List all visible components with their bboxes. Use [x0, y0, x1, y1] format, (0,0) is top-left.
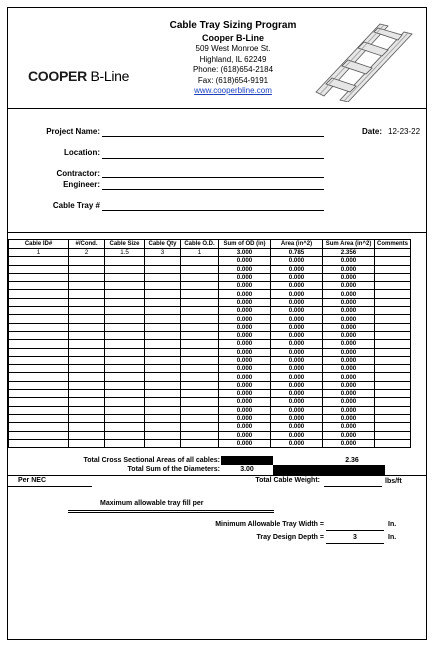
- table-cell[interactable]: [375, 307, 411, 315]
- company-info: [148, 20, 318, 97]
- table-cell: 0.000: [219, 439, 271, 447]
- table-cell[interactable]: [181, 331, 219, 339]
- total-area-value: 2.36: [345, 457, 359, 464]
- table-cell[interactable]: [375, 373, 411, 381]
- table-cell: 0.000: [323, 398, 375, 406]
- table-cell[interactable]: [145, 331, 181, 339]
- table-cell[interactable]: [105, 390, 145, 398]
- table-cell[interactable]: [181, 298, 219, 306]
- table-cell: 0.000: [323, 431, 375, 439]
- table-cell[interactable]: [105, 356, 145, 364]
- project-info: [8, 108, 426, 233]
- table-cell: 0.000: [271, 298, 323, 306]
- table-cell[interactable]: [375, 323, 411, 331]
- col-header-cable-qty: Cable Qty: [145, 240, 181, 249]
- table-row: [9, 265, 411, 273]
- table-row: [9, 423, 411, 431]
- table-cell: 0.000: [219, 356, 271, 364]
- table-cell[interactable]: [9, 423, 69, 431]
- engineer-field[interactable]: [102, 189, 324, 190]
- table-cell[interactable]: [145, 282, 181, 290]
- table-header-row: [9, 240, 411, 249]
- col-header-sum-area: Sum Area (in^2): [323, 240, 375, 249]
- table-cell[interactable]: [69, 406, 105, 414]
- total-weight-field[interactable]: [324, 486, 382, 487]
- address-line-1: 509 West Monroe St.: [195, 44, 271, 53]
- table-cell[interactable]: [69, 381, 105, 389]
- table-row: [9, 282, 411, 290]
- total-diameters-label: Total Sum of the Diameters:: [127, 466, 220, 473]
- black-cell: [221, 456, 273, 465]
- table-cell[interactable]: [69, 331, 105, 339]
- table-cell: 0.000: [271, 356, 323, 364]
- table-cell: 0.000: [271, 423, 323, 431]
- table-cell: 0.000: [271, 390, 323, 398]
- table-row: [9, 315, 411, 323]
- table-cell: 0.000: [323, 414, 375, 422]
- table-cell: 0.000: [271, 315, 323, 323]
- table-cell: 0.000: [323, 373, 375, 381]
- table-cell[interactable]: [375, 331, 411, 339]
- table-cell: 0.000: [323, 331, 375, 339]
- cable-tray-label: Cable Tray #: [52, 201, 100, 210]
- table-row: [9, 340, 411, 348]
- website-link[interactable]: www.cooperbline.com: [194, 86, 272, 95]
- table-cell[interactable]: [105, 431, 145, 439]
- table-cell[interactable]: [105, 398, 145, 406]
- table-cell[interactable]: [375, 348, 411, 356]
- table-cell[interactable]: [105, 414, 145, 422]
- table-cell[interactable]: [69, 265, 105, 273]
- table-cell[interactable]: [145, 373, 181, 381]
- table-cell[interactable]: [9, 431, 69, 439]
- table-cell[interactable]: [105, 365, 145, 373]
- table-cell[interactable]: [9, 406, 69, 414]
- depth-unit: In.: [388, 534, 397, 541]
- table-cell: 0.000: [323, 406, 375, 414]
- table-row: [9, 290, 411, 298]
- table-cell[interactable]: [9, 398, 69, 406]
- table-cell: 0.000: [219, 290, 271, 298]
- table-row: [9, 390, 411, 398]
- table-cell[interactable]: [181, 373, 219, 381]
- table-cell[interactable]: [9, 439, 69, 447]
- table-cell[interactable]: [69, 348, 105, 356]
- table-cell[interactable]: [181, 431, 219, 439]
- table-cell[interactable]: [375, 381, 411, 389]
- col-header-area: Area (in^2): [271, 240, 323, 249]
- table-row: [9, 257, 411, 265]
- table-cell[interactable]: [375, 290, 411, 298]
- table-cell: 0.000: [219, 365, 271, 373]
- table-cell[interactable]: 1: [9, 249, 69, 257]
- table-cell[interactable]: [9, 315, 69, 323]
- table-cell[interactable]: [145, 365, 181, 373]
- table-cell: 0.000: [323, 356, 375, 364]
- table-cell[interactable]: [375, 406, 411, 414]
- table-cell[interactable]: [105, 315, 145, 323]
- table-cell[interactable]: [145, 290, 181, 298]
- table-cell: 0.000: [219, 307, 271, 315]
- table-cell[interactable]: [181, 340, 219, 348]
- table-cell[interactable]: [375, 257, 411, 265]
- table-cell[interactable]: [9, 381, 69, 389]
- table-cell: 2.356: [323, 249, 375, 257]
- table-cell[interactable]: [145, 439, 181, 447]
- table-cell[interactable]: [105, 257, 145, 265]
- table-row: [9, 381, 411, 389]
- table-cell: 3.000: [219, 249, 271, 257]
- table-cell[interactable]: [375, 340, 411, 348]
- table-cell: 0.000: [219, 414, 271, 422]
- table-row: [9, 365, 411, 373]
- table-cell[interactable]: [145, 398, 181, 406]
- table-cell[interactable]: [145, 348, 181, 356]
- table-cell: 0.000: [271, 414, 323, 422]
- table-cell[interactable]: [181, 356, 219, 364]
- table-cell[interactable]: [69, 315, 105, 323]
- cable-tray-ladder-icon: [308, 18, 418, 102]
- table-cell: 0.000: [271, 273, 323, 281]
- table-cell: 0.000: [219, 406, 271, 414]
- engineer-label: Engineer:: [63, 180, 100, 189]
- table-cell: 0.000: [323, 323, 375, 331]
- col-header-comments: Comments: [375, 240, 411, 249]
- table-cell[interactable]: [145, 307, 181, 315]
- table-cell[interactable]: [181, 423, 219, 431]
- col-header-cable-size: Cable Size: [105, 240, 145, 249]
- min-width-field[interactable]: [326, 530, 384, 531]
- table-cell[interactable]: [181, 365, 219, 373]
- table-cell: 0.000: [219, 273, 271, 281]
- table-cell[interactable]: [9, 414, 69, 422]
- table-cell[interactable]: [181, 315, 219, 323]
- weight-unit: lbs/ft: [385, 478, 402, 485]
- table-cell[interactable]: [181, 414, 219, 422]
- table-cell[interactable]: [145, 315, 181, 323]
- worksheet: [7, 7, 427, 640]
- table-cell: 0.000: [271, 307, 323, 315]
- table-cell[interactable]: 1: [181, 249, 219, 257]
- cable-table: [8, 239, 411, 448]
- date-value[interactable]: 12-23-22: [388, 127, 421, 136]
- table-cell[interactable]: [375, 273, 411, 281]
- table-row: [9, 373, 411, 381]
- table-cell: 0.000: [271, 406, 323, 414]
- table-cell[interactable]: [181, 398, 219, 406]
- table-cell[interactable]: 3: [145, 249, 181, 257]
- table-cell[interactable]: [9, 340, 69, 348]
- table-cell: 0.000: [219, 315, 271, 323]
- table-cell[interactable]: [105, 298, 145, 306]
- total-area-label: Total Cross Sectional Areas of all cables:: [83, 457, 220, 464]
- table-row: [9, 439, 411, 447]
- table-cell[interactable]: [69, 414, 105, 422]
- table-row: [9, 298, 411, 306]
- table-cell: 0.000: [219, 323, 271, 331]
- col-header-sum-od: Sum of OD (in): [219, 240, 271, 249]
- depth-value[interactable]: 3: [353, 534, 357, 541]
- table-cell: 0.000: [219, 282, 271, 290]
- per-nec-label: Per NEC: [18, 477, 47, 484]
- table-cell: 0.000: [271, 348, 323, 356]
- table-cell[interactable]: [181, 282, 219, 290]
- table-cell: 0.000: [219, 373, 271, 381]
- table-row: [9, 406, 411, 414]
- table-cell[interactable]: [69, 273, 105, 281]
- table-cell: 0.000: [323, 257, 375, 265]
- table-cell: 0.000: [271, 439, 323, 447]
- contractor-field[interactable]: [102, 177, 324, 178]
- table-cell[interactable]: [9, 323, 69, 331]
- table-cell[interactable]: [145, 406, 181, 414]
- table-cell[interactable]: 2: [69, 249, 105, 257]
- divider: [8, 475, 426, 476]
- table-cell[interactable]: [69, 356, 105, 364]
- table-cell[interactable]: [375, 249, 411, 257]
- table-cell[interactable]: [105, 406, 145, 414]
- table-cell[interactable]: [375, 423, 411, 431]
- table-cell[interactable]: [181, 323, 219, 331]
- table-cell[interactable]: [105, 373, 145, 381]
- table-cell: 0.000: [219, 257, 271, 265]
- date-label: Date:: [361, 127, 382, 136]
- table-cell[interactable]: [145, 381, 181, 389]
- table-cell[interactable]: [9, 282, 69, 290]
- table-cell[interactable]: [375, 356, 411, 364]
- table-cell: 0.000: [271, 282, 323, 290]
- table-cell[interactable]: [9, 356, 69, 364]
- table-cell: 0.000: [323, 265, 375, 273]
- col-header-cable-id: Cable ID#: [9, 240, 69, 249]
- total-weight-label: Total Cable Weight:: [255, 477, 320, 484]
- table-cell: 0.000: [323, 423, 375, 431]
- table-cell: 0.000: [219, 331, 271, 339]
- table-row: [9, 331, 411, 339]
- table-cell[interactable]: [375, 414, 411, 422]
- divider: [68, 512, 274, 513]
- table-cell[interactable]: [9, 373, 69, 381]
- table-cell: 0.000: [219, 423, 271, 431]
- table-cell[interactable]: [105, 273, 145, 281]
- table-cell[interactable]: [375, 315, 411, 323]
- table-cell: 0.000: [323, 348, 375, 356]
- cooper-bline-logo: COOPER B-Line: [28, 68, 130, 84]
- table-cell: 0.000: [271, 331, 323, 339]
- table-cell[interactable]: [145, 431, 181, 439]
- table-row: [9, 348, 411, 356]
- table-cell: 0.000: [271, 373, 323, 381]
- table-cell: 0.000: [219, 431, 271, 439]
- table-cell[interactable]: [105, 439, 145, 447]
- table-cell: 0.000: [219, 265, 271, 273]
- table-cell[interactable]: [375, 390, 411, 398]
- table-cell: 0.000: [323, 298, 375, 306]
- table-cell[interactable]: [69, 439, 105, 447]
- table-cell[interactable]: [145, 414, 181, 422]
- table-cell[interactable]: [375, 365, 411, 373]
- project-name-label: Project Name:: [46, 127, 100, 136]
- depth-field-line: [326, 543, 384, 544]
- table-cell: 0.000: [323, 282, 375, 290]
- table-row: [9, 414, 411, 422]
- table-cell: 0.000: [271, 381, 323, 389]
- table-cell: 0.000: [271, 340, 323, 348]
- table-cell[interactable]: [145, 390, 181, 398]
- table-cell[interactable]: [9, 298, 69, 306]
- address-line-2: Highland, IL 62249: [199, 54, 267, 64]
- table-cell[interactable]: [69, 431, 105, 439]
- table-cell: 0.000: [323, 307, 375, 315]
- table-cell: 0.000: [323, 315, 375, 323]
- depth-label: Tray Design Depth =: [256, 534, 324, 541]
- divider: [68, 510, 274, 511]
- program-title: Cable Tray Sizing Program: [169, 20, 297, 31]
- table-cell[interactable]: [181, 390, 219, 398]
- table-cell[interactable]: [181, 406, 219, 414]
- company-name: Cooper B-Line: [202, 33, 264, 43]
- table-cell[interactable]: [145, 423, 181, 431]
- table-row: [9, 431, 411, 439]
- fax: Fax: (618)654-9191: [197, 75, 269, 85]
- table-cell: 0.000: [271, 257, 323, 265]
- table-cell[interactable]: [375, 431, 411, 439]
- min-width-label: Minimum Allowable Tray Width =: [215, 521, 324, 528]
- table-cell[interactable]: [105, 423, 145, 431]
- divider: [8, 486, 92, 487]
- table-cell[interactable]: [105, 340, 145, 348]
- col-header-conductors: #/Cond.: [69, 240, 105, 249]
- table-cell[interactable]: [9, 290, 69, 298]
- table-cell[interactable]: [69, 298, 105, 306]
- table-cell[interactable]: [145, 340, 181, 348]
- table-cell[interactable]: [69, 257, 105, 265]
- table-cell[interactable]: [9, 365, 69, 373]
- table-cell[interactable]: [375, 298, 411, 306]
- table-cell[interactable]: [69, 307, 105, 315]
- table-cell[interactable]: [69, 365, 105, 373]
- table-cell: 0.000: [323, 340, 375, 348]
- table-cell: 0.000: [271, 431, 323, 439]
- table-cell: 0.000: [219, 390, 271, 398]
- location-label: Location:: [64, 148, 100, 157]
- table-cell[interactable]: [105, 282, 145, 290]
- table-cell[interactable]: [105, 307, 145, 315]
- header: [8, 8, 426, 109]
- table-cell[interactable]: [9, 265, 69, 273]
- table-cell[interactable]: [181, 265, 219, 273]
- project-name-field[interactable]: [102, 136, 324, 137]
- table-cell: 0.000: [271, 398, 323, 406]
- min-width-unit: In.: [388, 521, 397, 528]
- table-cell[interactable]: [145, 257, 181, 265]
- table-cell[interactable]: [145, 273, 181, 281]
- table-cell[interactable]: [145, 323, 181, 331]
- table-cell: 0.000: [271, 323, 323, 331]
- location-field[interactable]: [102, 158, 324, 159]
- table-cell[interactable]: [9, 348, 69, 356]
- table-cell[interactable]: [9, 273, 69, 281]
- table-cell[interactable]: [375, 282, 411, 290]
- table-cell: 0.000: [219, 398, 271, 406]
- table-cell[interactable]: [69, 282, 105, 290]
- table-cell[interactable]: [145, 265, 181, 273]
- table-cell: 0.000: [271, 265, 323, 273]
- table-row: [9, 323, 411, 331]
- table-cell[interactable]: [181, 307, 219, 315]
- table-cell[interactable]: [69, 423, 105, 431]
- table-cell: 0.000: [323, 290, 375, 298]
- table-cell[interactable]: [105, 290, 145, 298]
- table-cell: 0.785: [271, 249, 323, 257]
- table-cell[interactable]: [181, 439, 219, 447]
- table-cell: 0.000: [219, 298, 271, 306]
- table-cell: 0.000: [323, 390, 375, 398]
- table-cell[interactable]: [9, 331, 69, 339]
- table-cell: 0.000: [323, 439, 375, 447]
- table-cell[interactable]: [69, 340, 105, 348]
- contractor-label: Contractor:: [56, 169, 100, 178]
- max-fill-label: Maximum allowable tray fill per: [100, 500, 204, 507]
- table-cell[interactable]: [69, 290, 105, 298]
- table-cell[interactable]: [69, 390, 105, 398]
- table-cell[interactable]: [375, 439, 411, 447]
- table-cell[interactable]: [181, 273, 219, 281]
- table-cell: 0.000: [323, 273, 375, 281]
- table-row: [9, 356, 411, 364]
- table-cell[interactable]: [9, 390, 69, 398]
- table-cell[interactable]: [105, 381, 145, 389]
- phone: Phone: (618)654-2184: [192, 65, 274, 74]
- table-cell[interactable]: [9, 257, 69, 265]
- table-cell: 0.000: [323, 381, 375, 389]
- table-cell[interactable]: [145, 298, 181, 306]
- table-cell[interactable]: [69, 373, 105, 381]
- table-cell[interactable]: [105, 265, 145, 273]
- table-cell[interactable]: [181, 257, 219, 265]
- table-cell[interactable]: [9, 307, 69, 315]
- table-cell[interactable]: [145, 356, 181, 364]
- black-cell: [273, 465, 385, 475]
- table-cell[interactable]: [69, 323, 105, 331]
- col-header-cable-od: Cable O.D.: [181, 240, 219, 249]
- table-cell: 0.000: [271, 365, 323, 373]
- table-row: [9, 273, 411, 281]
- table-cell[interactable]: [181, 381, 219, 389]
- table-cell: 0.000: [323, 365, 375, 373]
- table-cell[interactable]: [181, 290, 219, 298]
- table-cell[interactable]: [105, 348, 145, 356]
- table-row: [9, 249, 411, 257]
- total-diameters-value: 3.00: [240, 466, 254, 473]
- table-cell[interactable]: [105, 331, 145, 339]
- table-cell: 0.000: [219, 340, 271, 348]
- table-cell[interactable]: [375, 398, 411, 406]
- table-cell: 0.000: [219, 348, 271, 356]
- table-cell[interactable]: 1.5: [105, 249, 145, 257]
- table-row: [9, 398, 411, 406]
- table-cell: 0.000: [219, 381, 271, 389]
- table-cell[interactable]: [375, 265, 411, 273]
- table-cell[interactable]: [181, 348, 219, 356]
- cable-tray-field[interactable]: [102, 210, 324, 211]
- table-cell[interactable]: [69, 398, 105, 406]
- table-cell: 0.000: [271, 290, 323, 298]
- table-cell[interactable]: [105, 323, 145, 331]
- table-row: [9, 307, 411, 315]
